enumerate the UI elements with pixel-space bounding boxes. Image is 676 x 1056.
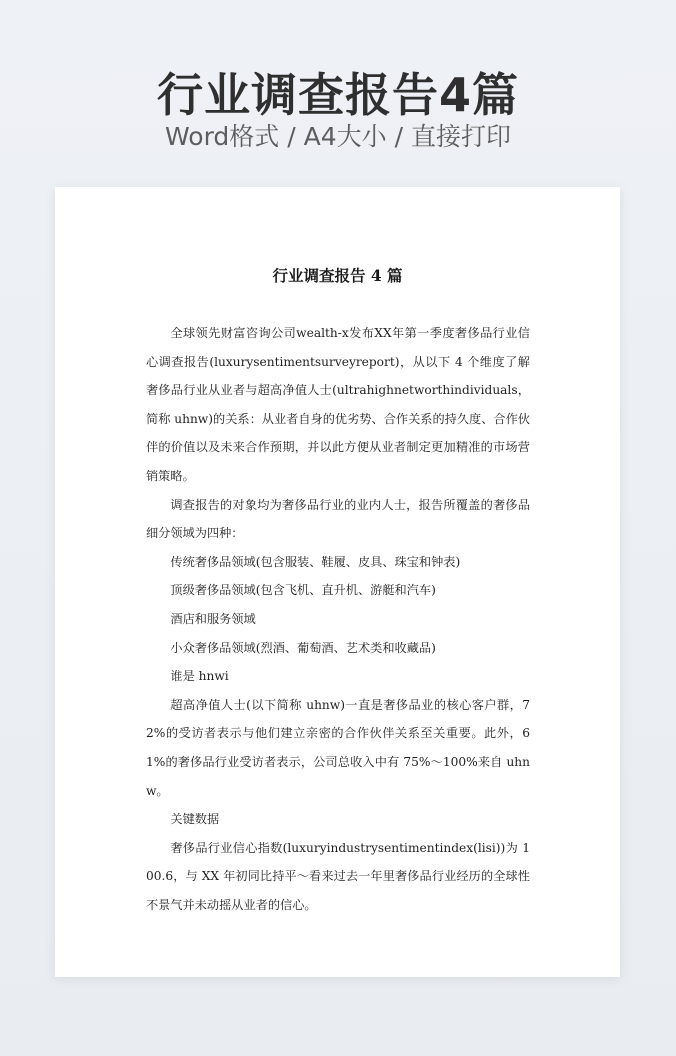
paragraph-scope: 调查报告的对象均为奢侈品行业的业内人士，报告所覆盖的奢侈品细分领域为四种： [146, 497, 530, 541]
section-heading-who-is-hnwi: 谁是 hnwi [170, 669, 229, 684]
paragraph-lisi: 奢侈品行业信心指数(luxuryindustrysentimentindex(lisi))为 100.6，与 XX 年初同比持平～看来过去一年里奢侈品行业经历的全球性不景气并未动摇从业者的信心。 [146, 840, 530, 912]
list-item-traditional: 传统奢侈品领域(包含服装、鞋履、皮具、珠宝和钟表) [170, 554, 461, 569]
list-item-top-luxury: 顶级奢侈品领域(包含飞机、直升机、游艇和汽车) [170, 583, 436, 598]
banner-title: 行业调查报告4篇 [156, 68, 519, 122]
paragraph-uhnw: 超高净值人士(以下简称 uhnw)一直是奢侈品业的核心客户群，72%的受访者表示与他们建立亲密的合作伙伴关系至关重要。此外，61%的奢侈品行业受访者表示，公司总收入中有 75%～100%来自 uhnw。 [146, 697, 530, 798]
document-title: 行业调查报告 4 篇 [272, 266, 403, 285]
section-heading-key-data: 关键数据 [170, 812, 220, 827]
banner-subtitle: Word格式 / A4大小 / 直接打印 [165, 122, 511, 151]
document-page [55, 187, 620, 977]
paragraph-intro: 全球领先财富咨询公司wealth-x发布XX年第一季度奢侈品行业信心调查报告(luxurysentimentsurveyreport)，从以下 4 个维度了解奢侈品行业从业者与超高净值人士(ultrahighnetworthindividuals，简称 uhnw)的关系：从业者自身的优劣势、合作关系的持久度、合作伙伴的价值以及未来合作预期，并以此方便从业者制定更加精准的市场营销策略。 [146, 326, 530, 483]
list-item-hotel-service: 酒店和服务领域 [170, 611, 256, 626]
list-item-niche: 小众奢侈品领域(烈酒、葡萄酒、艺术类和收藏品) [170, 640, 436, 655]
document-body [146, 319, 530, 919]
